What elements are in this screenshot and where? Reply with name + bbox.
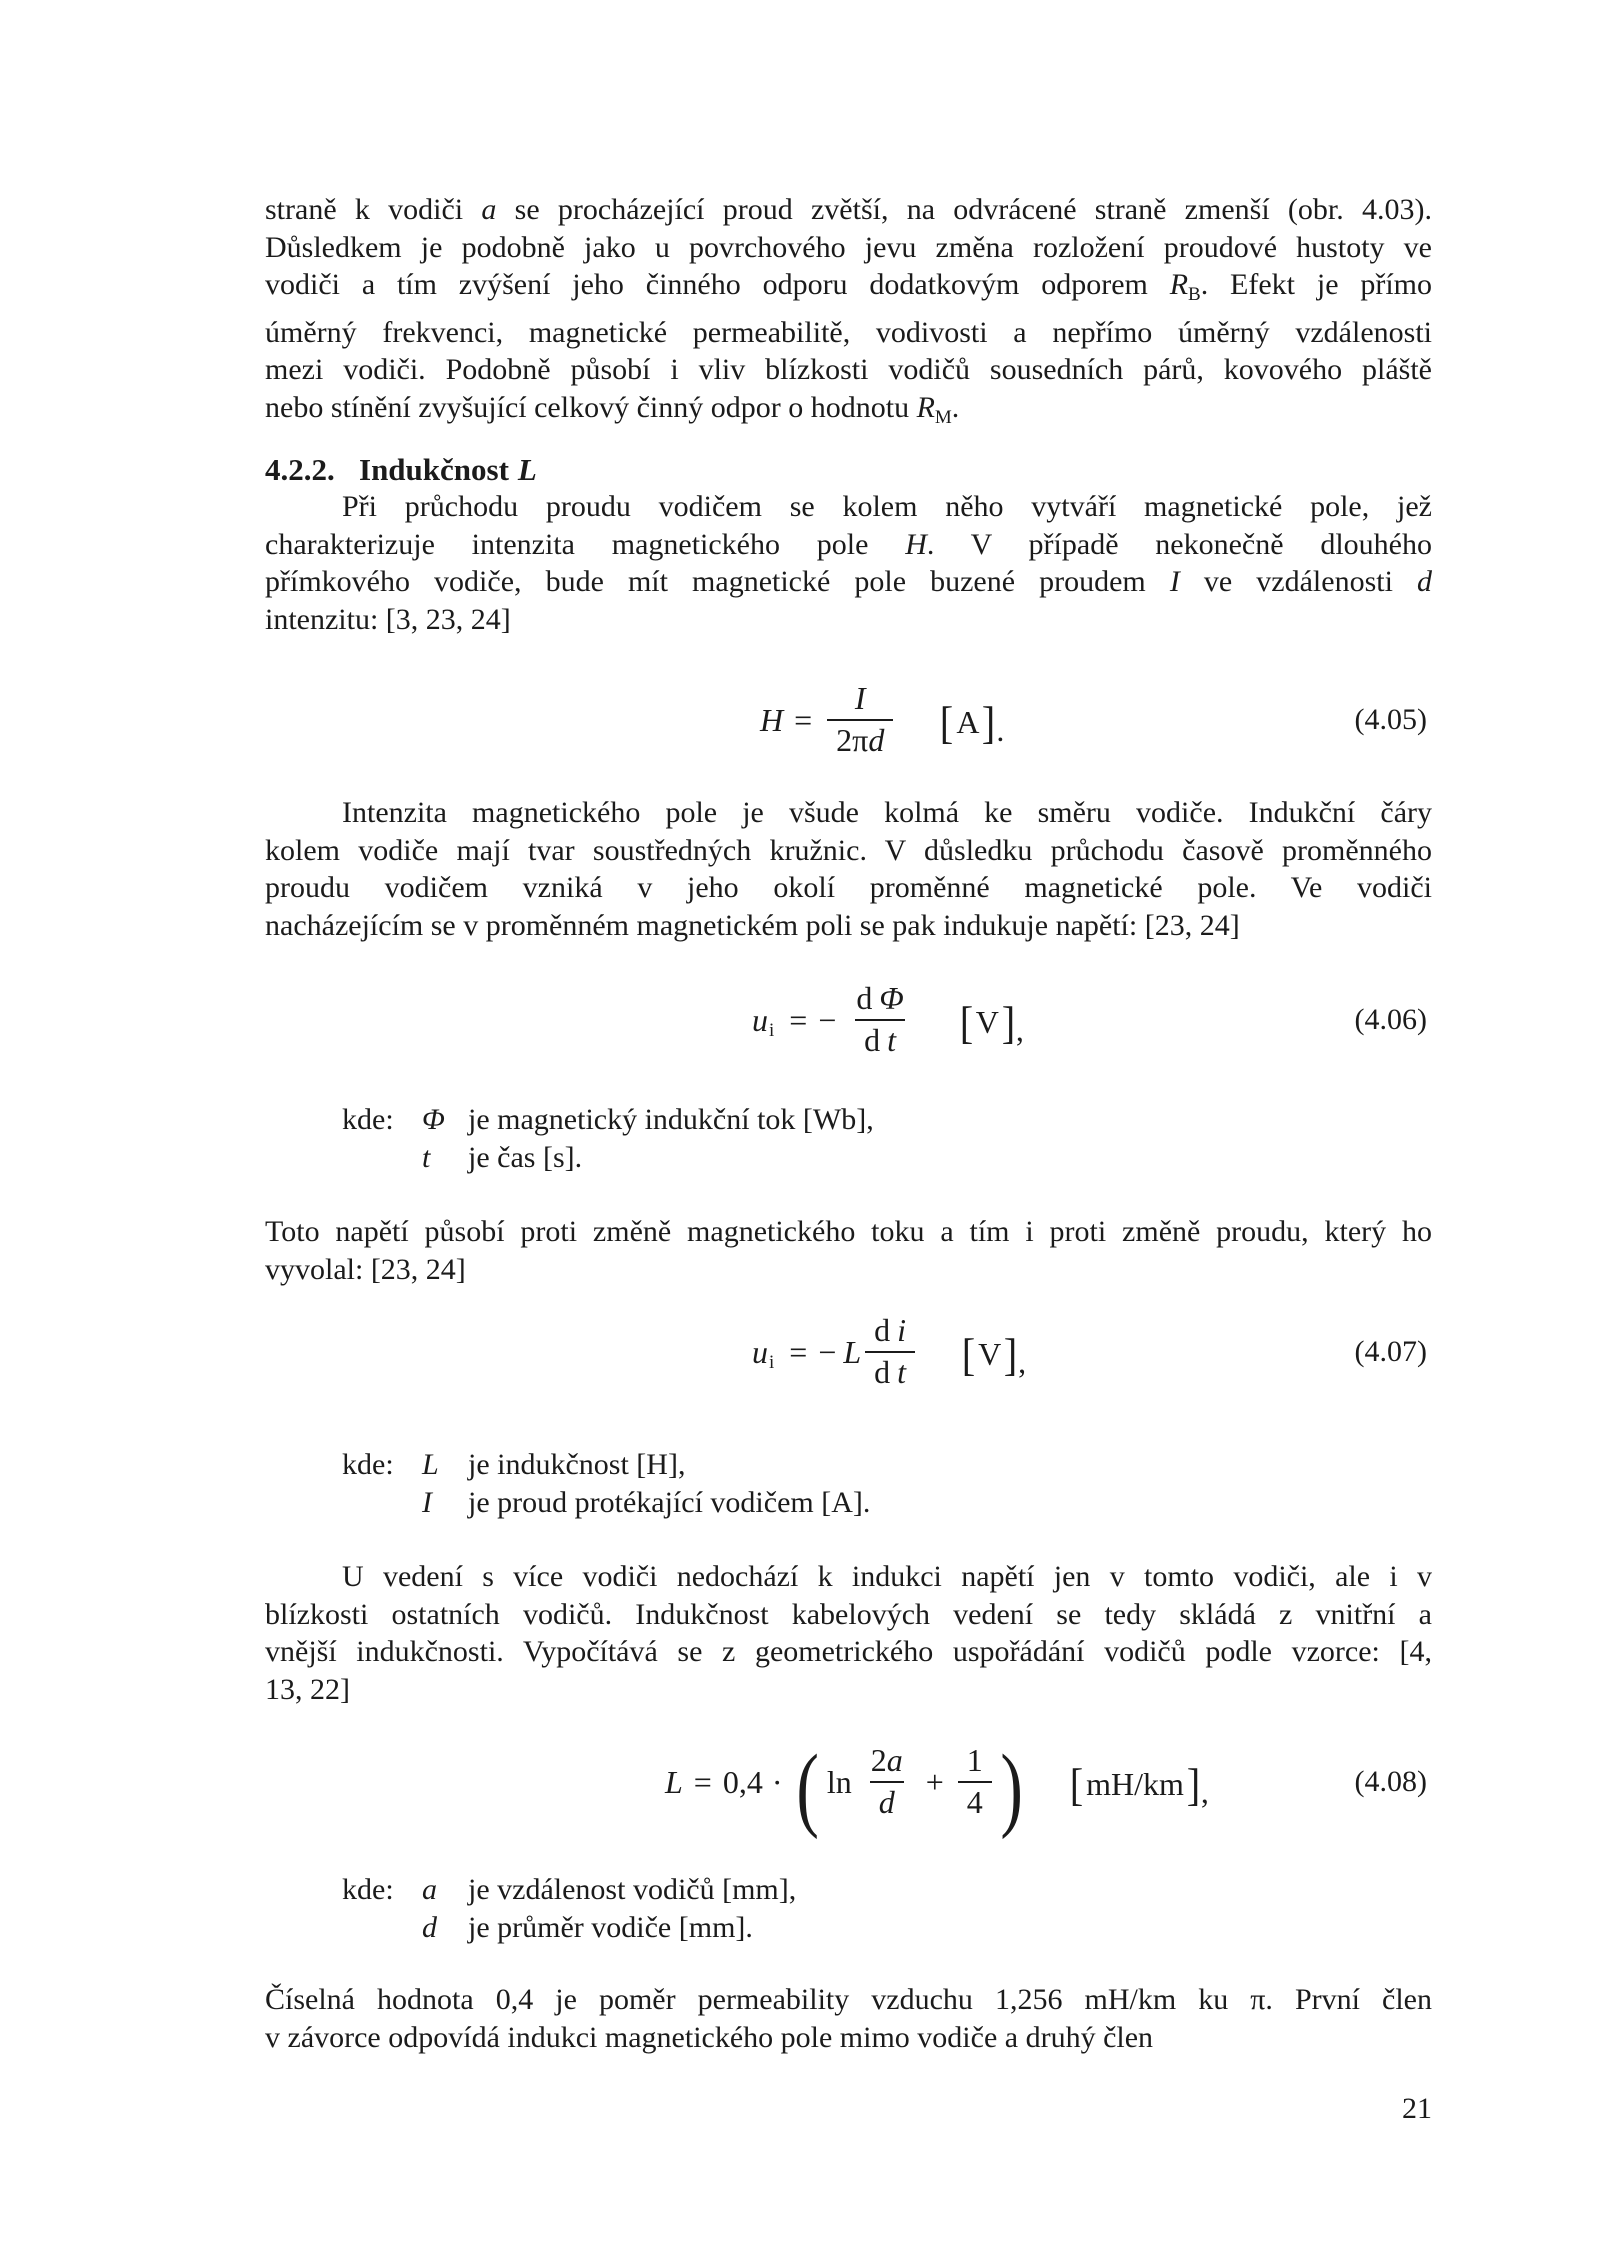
where-label: kde: <box>342 1873 394 1906</box>
text-line: v závorce odpovídá indukci magnetického pole mimo vodiče a druhý člen <box>265 2020 1154 2054</box>
unit-bracket: [ mH/km ] , <box>1069 1759 1209 1810</box>
math-variable: u <box>752 1001 768 1038</box>
minus-sign: − <box>818 1001 837 1038</box>
where-label: kde: <box>342 1448 394 1481</box>
section-title: Indukčnost <box>359 452 509 487</box>
fraction: $\frac{2a}{d}$ <box>870 1742 903 1820</box>
where-label <box>342 1484 422 1522</box>
symbol-description: je magnetický indukční tok [Wb], <box>468 1103 874 1136</box>
text-line: nacházejícím se v proměnném magnetickém poli se pak indukuje napětí: [23, 24] <box>265 908 1240 942</box>
equation-4-05 <box>265 645 1432 795</box>
symbol: d <box>422 1911 437 1944</box>
equation-4-06 <box>265 945 1432 1095</box>
equals-sign: = <box>794 701 813 738</box>
where-definitions <box>265 1871 1509 1947</box>
paragraph-multi-conductor <box>265 1558 1432 1708</box>
text-line: vyvolal: [23, 24] <box>265 1252 466 1286</box>
subscript: i <box>769 1352 775 1373</box>
equals-sign: = <box>693 1763 712 1800</box>
text-line: intenzitu: [3, 23, 24] <box>265 602 511 636</box>
equation-4-08 <box>265 1697 1432 1867</box>
paragraph-skin-effect <box>265 191 1432 436</box>
symbol: I <box>422 1486 432 1519</box>
equation-number: (4.07) <box>1354 1335 1427 1368</box>
text-line: blízkosti ostatních vodičů. Indukčnost kabelových vedení se tedy skládá z vnitřní a <box>265 1597 1432 1631</box>
unit-bracket: [ V ] , <box>959 997 1024 1048</box>
unit-bracket: [ A ] . <box>940 697 1005 748</box>
definition-row <box>342 1446 1509 1484</box>
text-line: mezi vodiči. Podobně působí i vliv blízkosti vodičů sousedních párů, kovového pláště <box>265 353 1432 386</box>
fraction: $\frac{\text{d Φ}}{\text{d t}}$ <box>856 980 904 1058</box>
where-label: kde: <box>342 1103 394 1136</box>
section-number: 4.2.2. <box>265 452 335 487</box>
page-number: 21 <box>1402 2092 1432 2125</box>
text-line: proudu vodičem vzniká v jeho okolí proměnné magnetické pole. Ve vodiči <box>265 871 1432 904</box>
text-line: úměrný frekvenci, magnetické permeabilitě, vodivosti a nepřímo úměrný vzdálenosti <box>265 315 1432 349</box>
paragraph-magnetic-field <box>265 488 1432 638</box>
unit-bracket: [ V ] , <box>961 1329 1027 1380</box>
where-label <box>342 1139 422 1177</box>
where-definitions <box>265 1101 1509 1177</box>
paragraph-numeric-value <box>265 1981 1432 2056</box>
symbol-description: je proud protékající vodičem [A]. <box>468 1486 871 1519</box>
fraction: $\frac{\text{d i}}{\text{d t}}$ <box>865 1314 915 1389</box>
symbol: a <box>422 1873 437 1906</box>
definition-row <box>342 1871 1509 1909</box>
equation-4-07 <box>265 1277 1432 1427</box>
where-label <box>342 1909 422 1947</box>
math-variable: L <box>843 1333 862 1370</box>
equals-sign: = <box>789 1001 808 1038</box>
plus-sign: + <box>925 1763 944 1800</box>
text-line: Toto napětí působí proti změně magnetického toku a tím i proti změně proudu, který ho <box>265 1215 1432 1248</box>
section-heading <box>265 451 1432 489</box>
math-variable: H <box>760 701 784 738</box>
open-paren: ( <box>795 1736 819 1840</box>
definition-row <box>342 1139 1509 1177</box>
definition-row <box>342 1484 1509 1522</box>
symbol-description: je čas [s]. <box>468 1141 583 1174</box>
math-variable: u <box>752 1333 768 1370</box>
text-line: vnější indukčnosti. Vypočítává se z geometrického uspořádání vodičů podle vzorce: [4, <box>265 1635 1432 1668</box>
close-paren: ) <box>1000 1736 1023 1840</box>
text-line: Při průchodu proudu vodičem se kolem něho vytváří magnetické pole, jež <box>342 490 1432 523</box>
where-definitions <box>265 1446 1509 1522</box>
definition-row <box>342 1909 1509 1947</box>
text-line: straně k vodiči a se procházející proud zvětší, na odvrácené straně zmenší (obr. 4.03). <box>265 193 1432 226</box>
text-line: U vedení s více vodiči nedochází k indukci napětí jen v tomto vodiči, ale i v <box>342 1560 1432 1593</box>
equation-number: (4.08) <box>1354 1765 1427 1798</box>
fraction: $\frac{1}{4}$ <box>958 1744 992 1819</box>
text-line: přímkového vodiče, bude mít magnetické pole buzené proudem I ve vzdálenosti d <box>265 565 1432 598</box>
symbol-description: je vzdálenost vodičů [mm], <box>468 1873 797 1906</box>
minus-sign: − <box>818 1333 837 1370</box>
text-line: Číselná hodnota 0,4 je poměr permeability vzduchu 1,256 mH/km ku π. První člen <box>265 1983 1432 2016</box>
symbol-description: je indukčnost [H], <box>468 1448 686 1481</box>
symbol: t <box>422 1141 431 1174</box>
paragraph-induction-lines <box>265 794 1432 944</box>
symbol: Φ <box>422 1103 445 1136</box>
math-variable: L <box>665 1763 683 1800</box>
fraction: $\frac{I}{2\pi d}$ <box>827 682 893 757</box>
symbol-description: je průměr vodiče [mm]. <box>468 1911 753 1944</box>
subscript: i <box>769 1020 775 1041</box>
multiplication-dot: · <box>771 1763 783 1800</box>
equation-number: (4.05) <box>1354 703 1427 736</box>
section-title-symbol: L <box>517 452 537 487</box>
equation-number: (4.06) <box>1354 1003 1427 1036</box>
coefficient: 0,4 <box>722 1763 763 1800</box>
text-line: charakterizuje intenzita magnetického pole H. V případě nekonečně dlouhého <box>265 527 1432 561</box>
definition-row <box>342 1101 1509 1139</box>
text-line: Intenzita magnetického pole je všude kolmá ke směru vodiče. Indukční čáry <box>342 796 1432 829</box>
ln-operator: ln <box>826 1763 852 1800</box>
text-line: 13, 22] <box>265 1672 350 1706</box>
text-line: vodiči a tím zvýšení jeho činného odporu dodatkovým odporem $R_B$. Efekt je přímo <box>265 268 1432 305</box>
text-line: Důsledkem je podobně jako u povrchového jevu změna rozložení proudové hustoty ve <box>265 230 1432 264</box>
text-line: kolem vodiče mají tvar soustředných kružnic. V důsledku průchodu časově proměnného <box>265 833 1432 867</box>
equals-sign: = <box>789 1333 808 1370</box>
symbol: L <box>422 1448 439 1481</box>
text-line: nebo stínění zvyšující celkový činný odpor o hodnotu $R_M$. <box>265 390 960 428</box>
